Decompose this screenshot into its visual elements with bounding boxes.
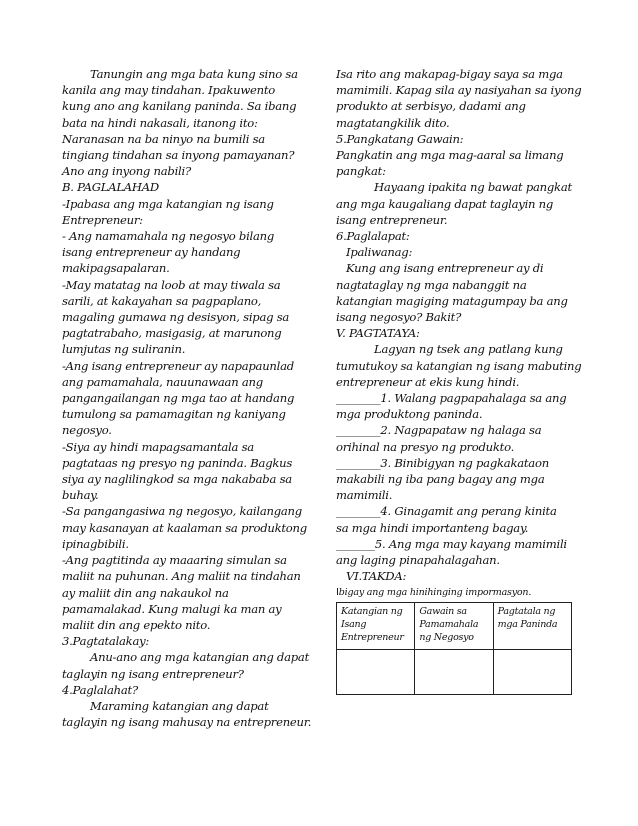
section-heading: 5.Pangkatang Gawain:	[336, 131, 464, 146]
text-line: Entrepreneur:	[62, 212, 143, 227]
text-line: orihinal na presyo ng produkto.	[336, 439, 515, 454]
table-header-cell	[337, 602, 415, 649]
text-line: Tanungin ang mga bata kung sino sa	[90, 67, 298, 81]
text-line: ipinagbibili.	[62, 536, 129, 551]
quiz-item: ________3. Binibigyan ng pagkakataon	[336, 455, 549, 470]
text-line: Ipaliwanag:	[346, 245, 413, 260]
text-line: -May matatag na loob at may tiwala sa	[62, 277, 281, 292]
text-line: pangkat:	[336, 164, 386, 179]
section-heading: 4.Paglalahat?	[62, 682, 138, 697]
text-line: isang entrepreneur.	[336, 212, 448, 227]
header-line: Gawain sa	[419, 605, 467, 617]
text-line: katangian magiging matagumpay ba ang	[336, 293, 568, 308]
instruction-lead: I	[336, 586, 339, 598]
header-line: Pagtatala ng	[497, 605, 556, 617]
section-heading: 3.Pagtatalakay:	[62, 634, 150, 649]
text-line: Pangkatin ang mga mag-aaral sa limang	[336, 148, 564, 163]
section-heading: VI.TAKDA:	[346, 569, 407, 584]
text-line: pamamalakad. Kung malugi ka man ay	[62, 601, 282, 616]
table-header-cell	[415, 602, 493, 649]
text-line: tingiang tindahan sa inyong pamayanan?	[62, 148, 295, 163]
text-line: negosyo.	[62, 423, 112, 438]
table-header-row	[337, 602, 572, 649]
table-cell	[337, 649, 415, 694]
text-line: ang pamamahala, nauunawaan ang	[62, 374, 263, 389]
instruction-rest: bigay ang mga hinihinging impormasyon.	[338, 586, 532, 598]
text-line: sarili, at kakayahan sa pagpaplano,	[62, 293, 262, 308]
quiz-item: _______5. Ang mga may kayang mamimili	[336, 536, 567, 551]
text-line: tumutukoy sa katangian ng isang mabuting	[336, 358, 582, 373]
text-line: Hayaang ipakita ng bawat pangkat	[374, 180, 572, 195]
text-line: ang mga kaugaliang dapat taglayin ng	[336, 196, 554, 211]
text-line: tumulong sa pamamagitan ng kaniyang	[62, 407, 286, 422]
header-line: ng Negosyo	[419, 631, 474, 643]
text-line: -Sa pangangasiwa ng negosyo, kailangang	[62, 504, 302, 519]
text-line: ay maliit din ang nakaukol na	[62, 585, 229, 600]
text-line: siya ay naglilingkod sa mga nakababa sa	[62, 472, 292, 487]
text-line: kanila ang may tindahan. Ipakuwento	[62, 83, 275, 98]
header-line: Katangian ng	[341, 605, 403, 617]
text-line: sa mga hindi importanteng bagay.	[336, 520, 529, 535]
left-column	[62, 66, 312, 730]
header-line: Pamamahala	[419, 618, 479, 630]
text-line: produkto at serbisyo, dadami ang	[336, 99, 526, 114]
text-line: entrepreneur at ekis kung hindi.	[336, 374, 520, 389]
text-line: Lagyan ng tsek ang patlang kung	[374, 342, 563, 357]
text-line: -Ang isang entrepreneur ay napapaunlad	[62, 358, 294, 373]
text-line: isang entrepreneur ay handang	[62, 245, 241, 260]
section-heading: B. PAGLALAHAD	[62, 180, 159, 195]
section-heading: 6.Paglalapat:	[336, 229, 410, 244]
text-line: Anu-ano ang mga katangian ang dapat	[90, 650, 309, 665]
section-heading: V. PAGTATAYA:	[336, 326, 420, 341]
text-line: taglayin ng isang mahusay na entrepreneur.	[62, 715, 312, 730]
text-line: maliit na puhunan. Ang maliit na tindahan	[62, 569, 301, 584]
text-line: -Ang pagtitinda ay maaaring simulan sa	[62, 553, 287, 568]
header-line: mga Paninda	[497, 618, 558, 630]
text-line: pagtataas ng presyo ng paninda. Bagkus	[62, 455, 293, 470]
text-line: Naranasan na ba ninyo na bumili sa	[62, 131, 265, 146]
table-row	[337, 649, 572, 694]
table-cell	[493, 649, 571, 694]
text-line: mga produktong paninda.	[336, 407, 483, 422]
text-line: bata na hindi nakasali, itanong ito:	[62, 115, 258, 130]
text-line: kung ano ang kanilang paninda. Sa ibang	[62, 99, 297, 114]
text-line: pangangailangan ng mga tao at handang	[62, 391, 295, 406]
table-cell	[415, 649, 493, 694]
text-line: -Siya ay hindi mapagsamantala sa	[62, 439, 254, 454]
text-line: taglayin ng isang entrepreneur?	[62, 666, 244, 681]
quiz-item: ________2. Nagpapataw ng halaga sa	[336, 423, 542, 438]
text-line: Kung ang isang entrepreneur ay di	[346, 261, 544, 276]
text-line: Isa rito ang makapag-bigay saya sa mga	[336, 67, 563, 81]
text-line: buhay.	[62, 488, 99, 503]
text-line: maliit din ang epekto nito.	[62, 617, 211, 632]
text-line: isang negosyo? Bakit?	[336, 310, 462, 325]
text-line: Maraming katangian ang dapat	[90, 698, 269, 713]
table-header-cell	[493, 602, 571, 649]
right-column	[336, 66, 594, 695]
quiz-item: ________4. Ginagamit ang perang kinita	[336, 504, 557, 519]
text-line: lumjutas ng suliranin.	[62, 342, 186, 357]
text-line: mamimili. Kapag sila ay nasiyahan sa iyong	[336, 83, 582, 98]
text-line: pagtatrabaho, masigasig, at marunong	[62, 326, 282, 341]
text-line: Ano ang inyong nabili?	[62, 164, 191, 179]
text-line: - Ang namamahala ng negosyo bilang	[62, 229, 275, 244]
text-line: magtatangkilik dito.	[336, 115, 450, 130]
quiz-item: ________1. Walang pagpapahalaga sa ang	[336, 391, 567, 406]
text-line: nagtataglay ng mga nabanggit na	[336, 277, 527, 292]
text-line: makipagsapalaran.	[62, 261, 170, 276]
text-line: may kasanayan at kaalaman sa produktong	[62, 520, 307, 535]
header-line: Isang	[341, 618, 367, 630]
text-line: ang laging pinapahalagahan.	[336, 553, 500, 568]
text-line: mamimili.	[336, 488, 393, 503]
text-line: makabili ng iba pang bagay ang mga	[336, 472, 545, 487]
text-line: magaling gumawa ng desisyon, sipag sa	[62, 310, 290, 325]
text-line: -Ipabasa ang mga katangian ng isang	[62, 196, 274, 211]
assignment-table	[336, 602, 572, 695]
header-line: Entrepreneur	[341, 631, 404, 643]
assignment-instruction	[336, 585, 594, 600]
